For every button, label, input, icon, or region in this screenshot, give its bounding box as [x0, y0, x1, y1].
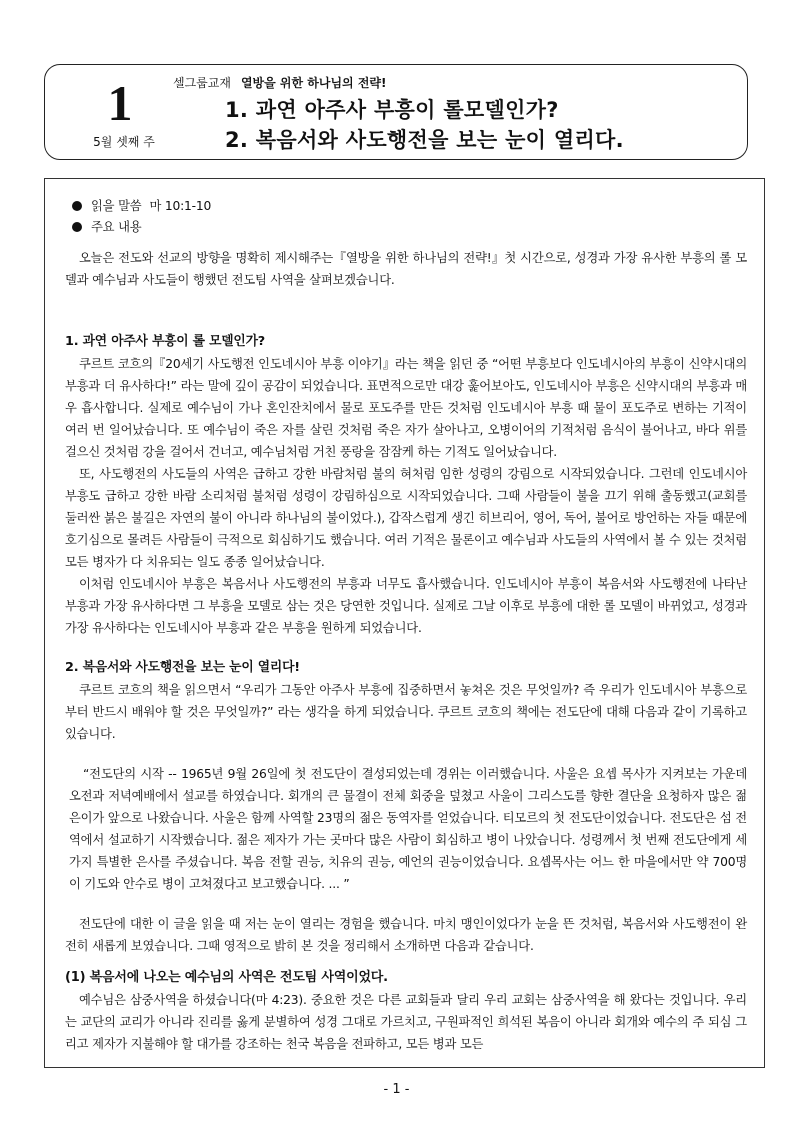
bullet-icon: [71, 200, 83, 212]
week-number: 1: [107, 75, 133, 131]
book-title: 열방을 위한 하나님의 전략!: [240, 76, 387, 90]
section-2-heading: 2. 복음서와 사도행전을 보는 눈이 열리다!: [65, 660, 300, 675]
page-number: - 1 -: [383, 1082, 410, 1097]
lesson-content-box: [44, 178, 765, 1068]
bullet-icon: [71, 221, 83, 233]
reading-row: [65, 195, 747, 216]
lesson-content: [65, 195, 747, 1055]
subsection-heading: (1) 복음서에 나오는 예수님의 사역은 전도팀 사역이었다.: [65, 970, 388, 985]
reading-reference: 마 10:1-10: [149, 198, 212, 213]
section-2-paragraph: 쿠르트 코흐의 책을 읽으면서 “우리가 그동안 아주사 부흥에 집중하면서 놓쳐온 것은 무엇일까? 즉 우리가 인도네시아 부흥으로부터 반드시 배워야 할 것은 무엇일까?” 라는 생각을 하게 되었습니다. 쿠르트 코흐의 책에는 전도단에 대해 다음과 같이 기록하고 있습니다.: [65, 683, 747, 741]
week-label: 5월 셋째 주: [93, 135, 155, 149]
subsection-paragraph: 예수님은 삼중사역을 하셨습니다(마 4:23). 중요한 것은 다른 교회들과 달리 우리 교회는 삼중사역을 해 왔다는 것입니다. 우리는 교단의 교리가 아니라 진리를 옳게 분별하여 성경 그대로 가르치고, 구원파적인 희석된 복음이 아니라 회개와 예수의 주 되심 그리고 제자가 지불해야 할 대가를 강조하는 천국 복음을 전파하고, 모든 병과 모든: [65, 993, 747, 1051]
summary-row: [65, 216, 747, 237]
section-2-paragraph: 전도단에 대한 이 글을 읽을 때 저는 눈이 열리는 경험을 했습니다. 마치 맹인이었다가 눈을 뜬 것처럼, 복음서와 사도행전이 완전히 새롭게 보였습니다. 그때 영적으로 밝히 본 것을 정리해서 소개하면 다음과 같습니다.: [65, 917, 747, 953]
section-1-paragraph: 쿠르트 코흐의『20세기 사도행전 인도네시아 부흥 이야기』라는 책을 읽던 중 “어떤 부흥보다 인도네시아의 부흥이 신약시대의 부흥과 더 유사하다!” 라는 말에 깊이 공감이 되었습니다. 표면적으로만 대강 훑어보아도, 인도네시아 부흥은 신약시대의 부흥과 매우 흡사합니다. 실제로 예수님이 가나 혼인잔치에서 물로 포도주를 만든 것처럼 인도네시아 부흥 때 물이 포도주로 변하는 기적이 여러 번 일어났습니다. 또 예수님이 죽은 자를 살린 것처럼 죽은 자가 살아나고, 오병이어의 기적처럼 음식이 불어나고, 바다 위를 걸으신 것처럼 강을 걸어서 건너고, 예수님처럼 거친 풍랑을 잠잠케 하는 기적도 일어났습니다.: [65, 357, 747, 459]
intro-paragraph: 오늘은 전도와 선교의 방향을 명확히 제시해주는『열방을 위한 하나님의 전략!』첫 시간으로, 성경과 가장 유사한 부흥의 롤 모델과 예수님과 사도들이 행했던 전도팀 사역을 살펴보겠습니다.: [65, 251, 747, 287]
series-line: [173, 74, 387, 91]
series-label: 셀그룹교재: [173, 76, 231, 90]
reading-label: 읽을 말씀: [91, 198, 142, 213]
summary-label: 주요 내용: [91, 219, 142, 234]
section-1-paragraph: 이처럼 인도네시아 부흥은 복음서나 사도행전의 부흥과 너무도 흡사했습니다. 인도네시아 부흥이 복음서와 사도행전에 나타난 부흥과 가장 유사하다면 그 부흥을 모델로 삼는 것은 당연한 것입니다. 실제로 그날 이후로 부흥에 대한 롤 모델이 바뀌었고, 성경과 가장 유사하다는 인도네시아 부흥과 같은 부흥을 원하게 되었습니다.: [65, 577, 747, 635]
evangelism-team-quote: “전도단의 시작 -- 1965년 9월 26일에 첫 전도단이 결성되었는데 경위는 이러했습니다. 사울은 요셉 목사가 지켜보는 가운데 오전과 저녁예배에서 설교를 하였습니다. 회개의 큰 물결이 전체 회중을 덮쳤고 사울이 그리스도를 향한 결단을 요청하자 많은 젊은이가 앞으로 나왔습니다. 사울은 함께 사역할 23명의 젊은 동역자를 얻었습니다. 티모르의 첫 전도단이었습니다. 전도단은 섬 전역에서 설교하기 시작했습니다. 젊은 제자가 가는 곳마다 많은 사람이 회심하고 병이 나았습니다. 성령께서 첫 번째 전도단에게 세 가지 특별한 은사를 주셨습니다. 복음 전할 권능, 치유의 권능, 예언의 권능이었습니다. 요셉목사는 어느 한 마을에서만 약 700명이 기도와 안수로 병이 고쳐졌다고 보고했습니다. ... ”: [69, 767, 747, 891]
section-1-heading: 1. 과연 아주사 부흥이 롤 모델인가?: [65, 334, 265, 349]
lesson-header: [44, 64, 748, 160]
lesson-title-1: 1. 과연 아주사 부흥이 롤모델인가?: [225, 98, 559, 122]
section-1-paragraph: 또, 사도행전의 사도들의 사역은 급하고 강한 바람처럼 불의 혀처럼 임한 성령의 강림으로 시작되었습니다. 그런데 인도네시아 부흥도 급하고 강한 바람 소리처럼 불처럼 성령이 강림하심으로 시작되었습니다. 그때 사람들이 불을 끄기 위해 출동했고(교회를 둘러싼 붉은 불길은 자연의 불이 아니라 하나님의 불이었다.), 갑작스럽게 생긴 히브리어, 영어, 독어, 불어로 방언하는 자들 때문에 호기심으로 몰려든 사람들이 극적으로 회심하기도 했습니다. 여러 기적은 물론이고 예수님과 사도들의 사역에서 볼 수 있는 것처럼 모든 병자가 다 치유되는 일도 종종 일어났습니다.: [65, 467, 747, 569]
lesson-title-2: 2. 복음서와 사도행전을 보는 눈이 열리다.: [225, 128, 624, 152]
